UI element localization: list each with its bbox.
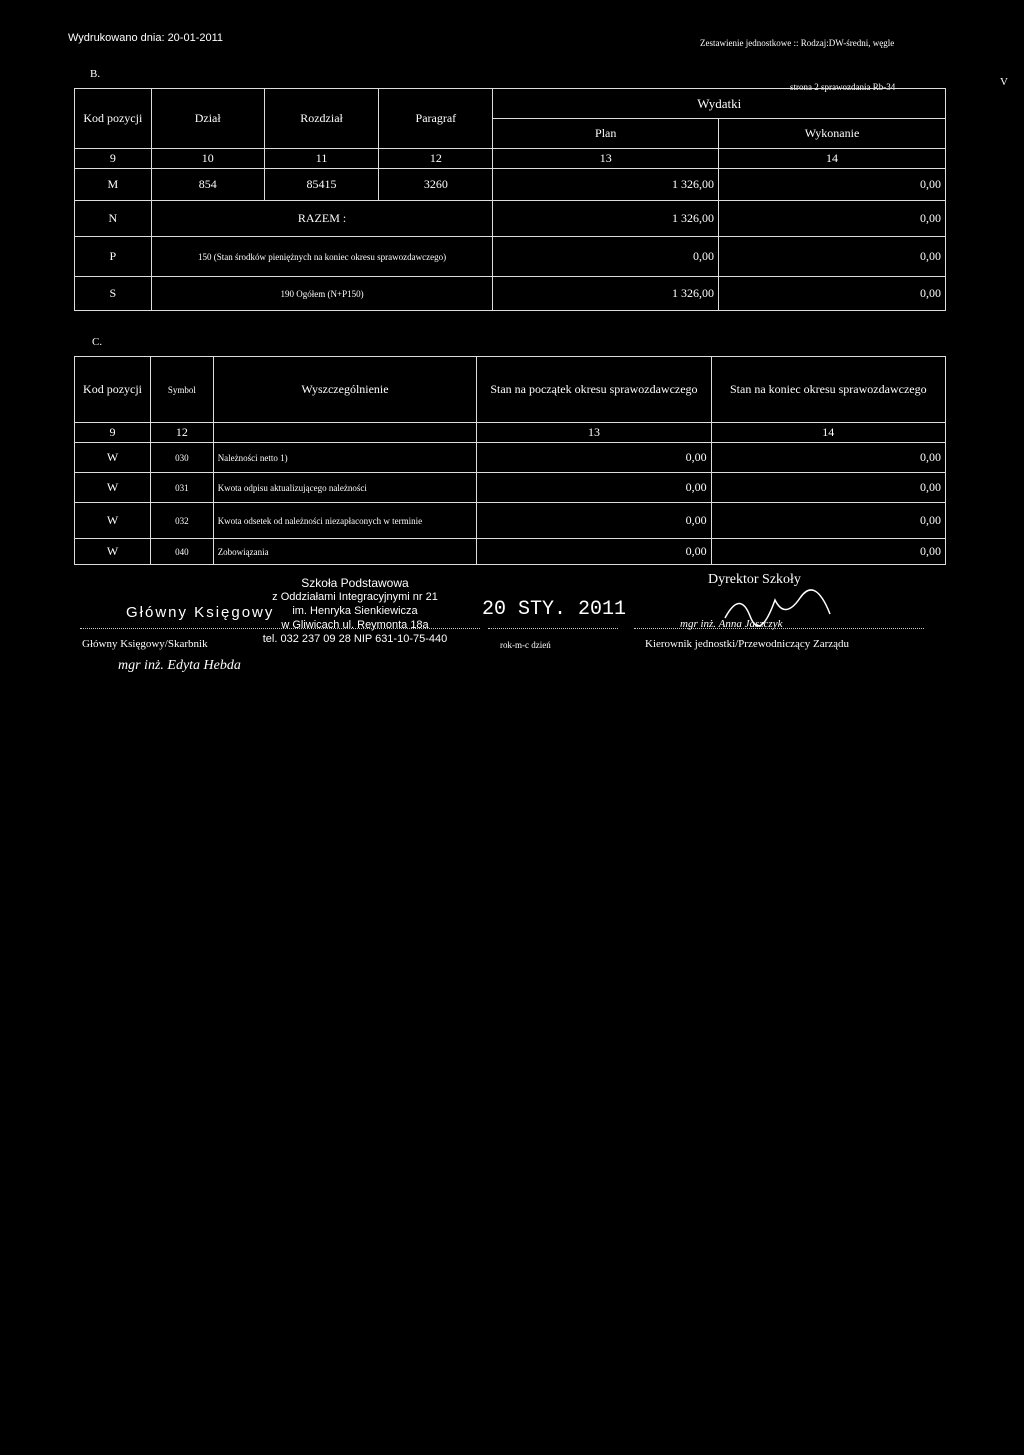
num: 9 <box>75 423 151 443</box>
table-row <box>75 201 946 237</box>
cell: 1 326,00 <box>493 201 719 237</box>
hdr-wydatki: Wydatki <box>493 89 946 119</box>
print-date: Wydrukowano dnia: 20-01-2011 <box>68 32 224 44</box>
cell: 85415 <box>264 169 378 201</box>
table-row <box>75 169 946 201</box>
cell: RAZEM : <box>151 201 493 237</box>
cell: Należności netto 1) <box>213 443 477 473</box>
num: 13 <box>493 149 719 169</box>
num: 14 <box>718 149 945 169</box>
hdr-wykonanie: Wykonanie <box>718 119 945 149</box>
stamp-line: Szkoła Podstawowa <box>301 576 409 590</box>
cell: S <box>75 277 152 311</box>
cell: W <box>75 443 151 473</box>
section-c-letter: C. <box>92 336 103 348</box>
stamp-line: im. Henryka Sienkiewicza <box>292 605 418 617</box>
table-row <box>75 237 946 277</box>
num: 12 <box>151 423 214 443</box>
hdr-wyszczegolnienie: Wyszczególnienie <box>213 357 477 423</box>
table-row <box>75 503 946 539</box>
stamp-line: tel. 032 237 09 28 NIP 631-10-75-440 <box>262 633 448 645</box>
hdr-paragraf: Paragraf <box>379 89 493 149</box>
cell: 1 326,00 <box>493 169 719 201</box>
glowny-name: mgr inż. Edyta Hebda <box>118 658 241 673</box>
page-label: strona 2 sprawozdania Rb-34 <box>790 82 896 92</box>
cell: N <box>75 201 152 237</box>
num: 12 <box>379 149 493 169</box>
table-c <box>74 356 946 565</box>
cell: 0,00 <box>493 237 719 277</box>
cell: Kwota odsetek od należności niezapłaconych w terminie <box>213 503 477 539</box>
hdr-rozdzial: Rozdział <box>264 89 378 149</box>
table-b <box>74 88 946 311</box>
num: 14 <box>711 423 945 443</box>
hdr-symbol: Symbol <box>151 357 214 423</box>
cell: 0,00 <box>477 539 711 565</box>
cell: 0,00 <box>718 201 945 237</box>
cell: 0,00 <box>711 503 945 539</box>
num: 13 <box>477 423 711 443</box>
hdr-kod: Kod pozycji <box>75 89 152 149</box>
hdr-dzial: Dział <box>151 89 264 149</box>
cell: 030 <box>151 443 214 473</box>
cell: W <box>75 539 151 565</box>
dyrektor-name: mgr inż. Anna Jaszczyk <box>680 618 783 630</box>
table-row <box>75 277 946 311</box>
cell: 854 <box>151 169 264 201</box>
cell: 032 <box>151 503 214 539</box>
table-row <box>75 473 946 503</box>
cell: 0,00 <box>718 169 945 201</box>
hdr-kod: Kod pozycji <box>75 357 151 423</box>
cell: 0,00 <box>718 277 945 311</box>
stamp-line: z Oddziałami Integracyjnymi nr 21 <box>272 591 438 603</box>
cell: 0,00 <box>477 503 711 539</box>
stamp-line: w Gliwicach ul. Reymonta 18a <box>281 619 429 631</box>
cell: 150 (Stan środków pieniężnych na koniec okresu sprawozdawczego) <box>151 237 493 277</box>
dyrektor-title: Dyrektor Szkoły <box>708 572 801 587</box>
glowny-label: Główny Księgowy/Skarbnik <box>82 638 208 650</box>
cell: 031 <box>151 473 214 503</box>
num: 9 <box>75 149 152 169</box>
date-stamp: 20 STY. 2011 <box>482 598 627 621</box>
hdr-stan-koniec: Stan na koniec okresu sprawozdawczego <box>711 357 945 423</box>
cell: W <box>75 503 151 539</box>
cell: 1 326,00 <box>493 277 719 311</box>
table-row <box>75 539 946 565</box>
cell: 3260 <box>379 169 493 201</box>
cell: 0,00 <box>477 473 711 503</box>
cell: Kwota odpisu aktualizującego należności <box>213 473 477 503</box>
cell: 0,00 <box>711 473 945 503</box>
section-b-letter: B. <box>90 68 101 80</box>
kierownik-label: Kierownik jednostki/Przewodniczący Zarządu <box>645 638 850 650</box>
cell: 0,00 <box>477 443 711 473</box>
cell: 040 <box>151 539 214 565</box>
cell: 190 Ogółem (N+P150) <box>151 277 493 311</box>
cell: M <box>75 169 152 201</box>
date-label: rok-m-c dzień <box>500 640 551 650</box>
cell: 0,00 <box>711 539 945 565</box>
cell: 0,00 <box>718 237 945 277</box>
num: 11 <box>264 149 378 169</box>
num: 10 <box>151 149 264 169</box>
table-row <box>75 443 946 473</box>
cell: W <box>75 473 151 503</box>
glowny-stamp: Główny Księgowy <box>126 604 275 621</box>
cell: P <box>75 237 152 277</box>
report-type: Zestawienie jednostkowe :: Rodzaj:DW-średni, węgle <box>700 38 895 48</box>
num-row <box>75 149 946 169</box>
cell: 0,00 <box>711 443 945 473</box>
hdr-plan: Plan <box>493 119 719 149</box>
num-row <box>75 423 946 443</box>
cell: Zobowiązania <box>213 539 477 565</box>
hdr-stan-poczatek: Stan na początek okresu sprawozdawczego <box>477 357 711 423</box>
